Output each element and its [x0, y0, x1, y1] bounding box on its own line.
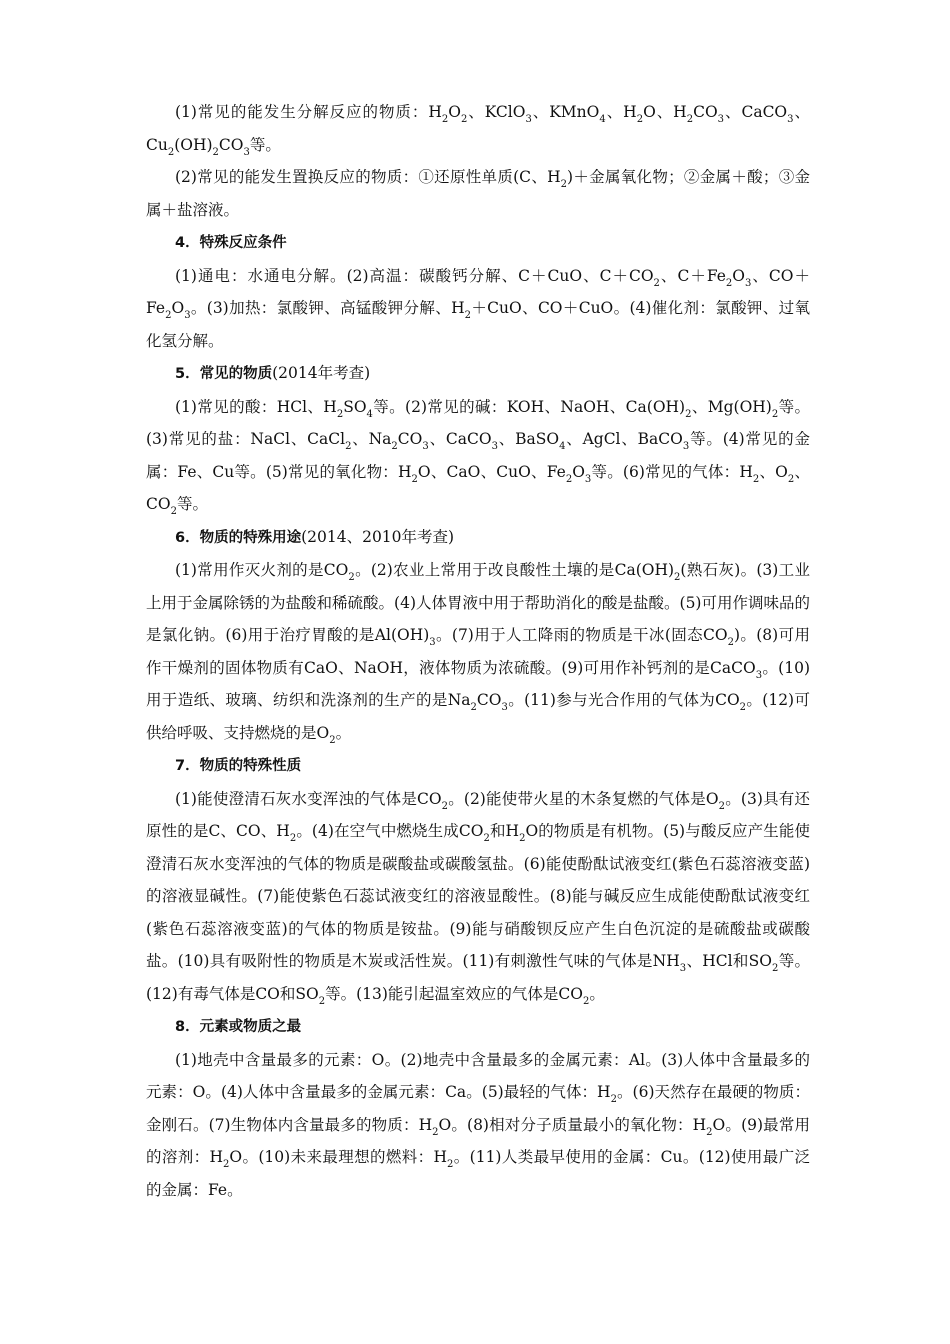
subscript: 2: [787, 473, 795, 485]
text-run: O。(8)相对分子质量最小的氧化物：H: [438, 1115, 707, 1134]
text-run: O: [572, 462, 585, 481]
subscript: 2: [772, 963, 779, 974]
text-run: 、BaSO: [497, 430, 560, 448]
text-run: 、CaCO: [724, 103, 788, 121]
subscript: 2: [411, 473, 418, 485]
text-run: O: [448, 103, 461, 121]
subscript: 2: [391, 441, 398, 452]
section-heading: 8．元素或物质之最: [175, 1019, 302, 1035]
subscript: 3: [717, 114, 725, 125]
paragraph: [146, 1044, 810, 1207]
text-run: O。(9)最常用的溶剂：H: [146, 1115, 810, 1166]
text-run: 。: [335, 723, 352, 742]
subscript: 4: [559, 441, 566, 452]
text-run: 等。(6)常见的气体：H: [591, 462, 753, 481]
text-run: (1)通电：水通电分解。(2)高温：碳酸钙分解、C＋CuO、C＋CO: [175, 266, 654, 285]
paragraph: [146, 96, 810, 161]
subscript: 2: [336, 408, 344, 420]
subscript: 2: [170, 506, 177, 517]
subscript: 3: [745, 277, 752, 289]
text-run: 。(11)参与光合作用的气体为CO: [507, 691, 740, 709]
subscript: 3: [501, 702, 508, 713]
text-run: 、KMnO: [531, 103, 600, 121]
text-run: (1)常见的酸：HCl、H: [175, 397, 337, 416]
text-run: 。(2)能使带火星的木条复燃的气体是O: [447, 789, 719, 808]
text-run: CO: [476, 691, 502, 709]
text-run: SO: [343, 397, 367, 416]
subscript: 2: [653, 277, 660, 289]
subscript: 2: [441, 800, 448, 812]
subscript: 2: [610, 1094, 617, 1105]
subscript: 4: [366, 408, 373, 420]
subscript: 2: [727, 637, 734, 648]
text-run: 等。(12)有毒气体是CO和SO: [146, 952, 810, 1003]
text-run: 、AgCl、BaCO: [565, 430, 683, 448]
subscript: 2: [289, 833, 297, 844]
text-run: 、Na: [351, 430, 392, 448]
text-run: (熟石灰)。(3)工业上用于金属除锈的为盐酸和稀硫酸。(4)人体胃液中用于帮助消化的酸是盐酸。(5)可用作调味品的是氯化钠。(6)用于治疗胃酸的是Al(OH): [146, 561, 810, 644]
text-run: CO: [218, 135, 244, 154]
text-run: 、C＋Fe: [659, 266, 726, 285]
subscript: 3: [184, 310, 191, 321]
text-run: 等。: [176, 495, 208, 513]
subscript: 2: [460, 114, 468, 125]
text-run: 和H: [489, 822, 520, 840]
text-run: )＋金属氧化物；②金属＋酸；③金属＋盐溶液。: [146, 168, 810, 219]
subscript: 2: [771, 408, 779, 420]
subscript: 2: [329, 734, 336, 746]
subscript: 2: [165, 310, 172, 321]
text-run: CO: [693, 103, 718, 121]
text-run: (OH): [174, 135, 213, 154]
subscript: 2: [674, 572, 681, 583]
section-heading: 4．特殊反应条件: [175, 235, 287, 251]
subscript: 2: [739, 702, 747, 713]
subscript: 3: [755, 669, 763, 681]
subscript: 2: [686, 114, 694, 125]
subscript: 3: [429, 637, 436, 648]
subscript: 4: [599, 114, 606, 125]
text-run: 、CO: [146, 462, 810, 513]
subscript: 2: [223, 1159, 230, 1170]
paragraph: [146, 391, 810, 521]
text-run: 、KClO: [467, 103, 526, 121]
text-run: )。(8)可用作干燥剂的固体物质有CaO、NaOH，液体物质为浓硫酸。(9)可用作补钙剂的是CaCO: [146, 626, 810, 677]
text-run: (1)常用作灭火剂的是CO: [175, 561, 349, 579]
text-run: 。(6)天然存在最硬的物质：金刚石。(7)生物体内含量最多的物质：H: [146, 1083, 810, 1134]
text-run: 等。: [249, 135, 281, 154]
text-run: O的物质是有机物。(5)与酸反应产生能使澄清石灰水变浑浊的气体的物质是碳酸盐或碳酸氢盐。(6)能使酚酞试液变红(紫色石蕊溶液变蓝)的溶液显碱性。(7)能使紫色石蕊试液变红的溶液显酸性。(8)能与碱反应生成能使酚酞试液变红(紫色石蕊溶液变蓝)的气体的物质是铵盐。(9)能与硝酸钡反应产生白色沉淀的是硫酸盐或碳酸盐。(10)具有吸附性的物质是木炭或活性炭。(11)有刺激性气味的气体是NH: [146, 822, 810, 970]
document-page: [146, 96, 810, 1206]
text-run: 。(12)可供给呼吸、支持燃烧的是O: [146, 691, 810, 742]
text-run: 。(10)用于造纸、玻璃、纺织和洗涤剂的生产的是Na: [146, 658, 810, 709]
paragraph: [146, 161, 810, 226]
text-run: O、CaO、CuO、Fe: [417, 462, 566, 481]
subscript: 2: [685, 408, 692, 420]
section-heading: 5．常见的物质(2014年考查): [175, 364, 371, 382]
subscript: 3: [491, 441, 498, 452]
subscript: 3: [584, 473, 592, 485]
subscript: 2: [348, 572, 355, 583]
text-run: O: [171, 299, 185, 317]
subscript: 2: [432, 1126, 439, 1138]
subscript: 2: [706, 1126, 713, 1138]
subscript: 2: [318, 995, 326, 1007]
text-run: (1)常见的能发生分解反应的物质：H: [175, 103, 442, 121]
text-run: 等。(2)常见的碱：KOH、NaOH、Ca(OH): [372, 397, 686, 416]
subscript: 2: [483, 833, 490, 844]
subscript: 2: [582, 995, 590, 1007]
subscript: 2: [560, 179, 568, 190]
text-run: 等。(3)常见的盐：NaCl、CaCl: [146, 397, 810, 448]
text-run: O: [732, 266, 746, 285]
text-run: CO: [397, 430, 423, 448]
text-run: 、HCl和SO: [686, 952, 773, 970]
paragraph: [146, 554, 810, 749]
subscript: 3: [787, 114, 794, 125]
subscript: 3: [682, 441, 690, 452]
text-run: O。(10)未来最理想的燃料：H: [229, 1148, 448, 1166]
text-run: ＋CuO、CO＋CuO。(4)催化剂：氯酸钾、过氧化氢分解。: [146, 299, 810, 350]
subscript: 2: [212, 146, 219, 158]
subscript: 2: [718, 800, 726, 812]
subscript: 2: [167, 146, 175, 158]
subscript: 2: [345, 441, 352, 452]
paragraph: [146, 783, 810, 1011]
subscript: 2: [752, 473, 760, 485]
text-run: 、CaCO: [428, 430, 492, 448]
subscript: 2: [725, 277, 733, 289]
text-run: O、H: [643, 103, 687, 121]
subscript: 2: [565, 473, 573, 485]
text-run: (2)常见的能发生置换反应的物质：①还原性单质(C、H: [175, 168, 561, 186]
text-run: 、CO＋Fe: [146, 266, 810, 317]
subscript: 2: [447, 1159, 454, 1170]
text-run: 、Mg(OH): [691, 397, 772, 416]
subscript: 2: [470, 702, 477, 713]
subscript: 2: [636, 114, 644, 125]
text-run: 等。(13)能引起温室效应的气体是CO: [325, 984, 583, 1003]
paragraph: [146, 260, 810, 358]
section-heading: 6．物质的特殊用途(2014、2010年考查): [175, 527, 455, 546]
subscript: 3: [243, 146, 250, 158]
section-heading: 7．物质的特殊性质: [175, 758, 302, 774]
text-run: 、Cu: [146, 103, 810, 154]
text-run: 。(3)具有还原性的是C、CO、H: [146, 789, 810, 840]
subscript: 3: [422, 441, 429, 452]
text-run: 、O: [759, 462, 788, 481]
text-run: 。: [589, 984, 605, 1003]
text-run: (1)能使澄清石灰水变浑浊的气体是CO: [175, 789, 442, 808]
subscript: 2: [441, 114, 449, 125]
text-run: 。(11)人类最早使用的金属：Cu。(12)使用最广泛的金属：Fe。: [146, 1148, 810, 1199]
subscript: 2: [519, 833, 526, 844]
subscript: 3: [679, 963, 687, 974]
text-run: 、H: [605, 103, 637, 121]
text-run: 。(2)农业上常用于改良酸性土壤的是Ca(OH): [354, 561, 675, 579]
text-run: 。(4)在空气中燃烧生成CO: [296, 822, 484, 840]
subscript: 2: [464, 310, 471, 321]
text-run: 。(7)用于人工降雨的物质是干冰(固态CO: [435, 626, 728, 644]
text-run: (1)地壳中含量最多的元素：O。(2)地壳中含量最多的金属元素：Al。(3)人体中含量最多的元素：O。(4)人体中含量最多的金属元素：Ca。(5)最轻的气体：H: [146, 1050, 810, 1101]
text-run: 等。(4)常见的金属：Fe、Cu等。(5)常见的氧化物：H: [146, 430, 810, 481]
subscript: 3: [525, 114, 532, 125]
text-run: 。(3)加热：氯酸钾、高锰酸钾分解、H: [190, 299, 465, 317]
